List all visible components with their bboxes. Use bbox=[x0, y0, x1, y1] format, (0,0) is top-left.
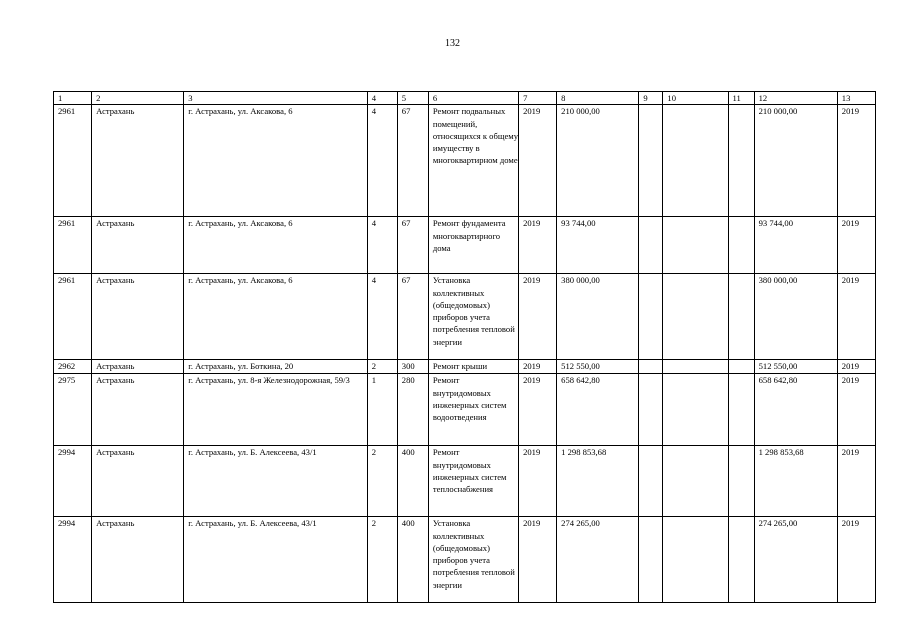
cell-number: 2994 bbox=[54, 446, 92, 517]
cell-number: 2994 bbox=[54, 517, 92, 603]
cell-col4: 2 bbox=[367, 517, 397, 603]
cell-col13: 2019 bbox=[837, 446, 875, 517]
cell-col5: 67 bbox=[397, 105, 428, 217]
cell-col10 bbox=[663, 105, 728, 217]
cell-col9 bbox=[639, 274, 663, 360]
cell-year: 2019 bbox=[519, 217, 557, 274]
cell-work-type: Установка коллективных (общедомовых) приборов учета потребления тепловой энергии bbox=[428, 274, 518, 360]
cell-city: Астрахань bbox=[92, 217, 184, 274]
cell-col9 bbox=[639, 517, 663, 603]
column-header: 1 bbox=[54, 92, 92, 105]
cell-city: Астрахань bbox=[92, 374, 184, 446]
column-header: 7 bbox=[519, 92, 557, 105]
cell-number: 2961 bbox=[54, 217, 92, 274]
cell-amount: 274 265,00 bbox=[557, 517, 639, 603]
cell-col12: 93 744,00 bbox=[754, 217, 837, 274]
cell-col12: 274 265,00 bbox=[754, 517, 837, 603]
cell-amount: 658 642,80 bbox=[557, 374, 639, 446]
cell-col13: 2019 bbox=[837, 274, 875, 360]
cell-col12: 210 000,00 bbox=[754, 105, 837, 217]
cell-col5: 400 bbox=[397, 446, 428, 517]
cell-amount: 380 000,00 bbox=[557, 274, 639, 360]
cell-year: 2019 bbox=[519, 105, 557, 217]
cell-col10 bbox=[663, 517, 728, 603]
cell-col5: 300 bbox=[397, 360, 428, 374]
cell-amount: 512 550,00 bbox=[557, 360, 639, 374]
cell-col4: 1 bbox=[367, 374, 397, 446]
cell-col10 bbox=[663, 374, 728, 446]
cell-col9 bbox=[639, 217, 663, 274]
cell-year: 2019 bbox=[519, 360, 557, 374]
cell-col12: 1 298 853,68 bbox=[754, 446, 837, 517]
cell-number: 2962 bbox=[54, 360, 92, 374]
cell-col11 bbox=[728, 274, 754, 360]
cell-work-type: Установка коллективных (общедомовых) приборов учета потребления тепловой энергии bbox=[428, 517, 518, 603]
cell-address: г. Астрахань, ул. Б. Алексеева, 43/1 bbox=[184, 517, 367, 603]
table-row bbox=[54, 446, 876, 517]
cell-col11 bbox=[728, 517, 754, 603]
cell-col12: 380 000,00 bbox=[754, 274, 837, 360]
table-row bbox=[54, 217, 876, 274]
header-row bbox=[54, 92, 876, 105]
cell-col5: 67 bbox=[397, 274, 428, 360]
cell-col13: 2019 bbox=[837, 360, 875, 374]
table-row bbox=[54, 274, 876, 360]
cell-year: 2019 bbox=[519, 374, 557, 446]
cell-col9 bbox=[639, 446, 663, 517]
cell-col9 bbox=[639, 105, 663, 217]
cell-col11 bbox=[728, 374, 754, 446]
cell-amount: 93 744,00 bbox=[557, 217, 639, 274]
column-header: 11 bbox=[728, 92, 754, 105]
cell-col4: 4 bbox=[367, 274, 397, 360]
cell-col12: 512 550,00 bbox=[754, 360, 837, 374]
cell-work-type: Ремонт внутридомовых инженерных систем водоотведения bbox=[428, 374, 518, 446]
table-row bbox=[54, 105, 876, 217]
cell-work-type: Ремонт внутридомовых инженерных систем теплоснабжения bbox=[428, 446, 518, 517]
cell-col13: 2019 bbox=[837, 105, 875, 217]
cell-amount: 1 298 853,68 bbox=[557, 446, 639, 517]
cell-col10 bbox=[663, 217, 728, 274]
cell-number: 2975 bbox=[54, 374, 92, 446]
cell-city: Астрахань bbox=[92, 274, 184, 360]
column-header: 4 bbox=[367, 92, 397, 105]
column-header: 8 bbox=[557, 92, 639, 105]
cell-col11 bbox=[728, 360, 754, 374]
column-header: 10 bbox=[663, 92, 728, 105]
table-row bbox=[54, 360, 876, 374]
cell-city: Астрахань bbox=[92, 517, 184, 603]
data-table bbox=[53, 91, 876, 603]
cell-address: г. Астрахань, ул. Б. Алексеева, 43/1 bbox=[184, 446, 367, 517]
cell-col4: 4 bbox=[367, 217, 397, 274]
cell-col10 bbox=[663, 360, 728, 374]
cell-address: г. Астрахань, ул. Аксакова, 6 bbox=[184, 217, 367, 274]
column-header: 3 bbox=[184, 92, 367, 105]
cell-work-type: Ремонт подвальных помещений, относящихся к общему имуществу в многоквартирном доме bbox=[428, 105, 518, 217]
column-header: 6 bbox=[428, 92, 518, 105]
cell-col4: 4 bbox=[367, 105, 397, 217]
cell-number: 2961 bbox=[54, 105, 92, 217]
cell-city: Астрахань bbox=[92, 105, 184, 217]
cell-col4: 2 bbox=[367, 360, 397, 374]
table-row bbox=[54, 374, 876, 446]
cell-col13: 2019 bbox=[837, 517, 875, 603]
cell-work-type: Ремонт крыши bbox=[428, 360, 518, 374]
cell-col13: 2019 bbox=[837, 374, 875, 446]
cell-col5: 280 bbox=[397, 374, 428, 446]
cell-col9 bbox=[639, 360, 663, 374]
cell-col11 bbox=[728, 217, 754, 274]
table-row bbox=[54, 517, 876, 603]
cell-number: 2961 bbox=[54, 274, 92, 360]
column-header: 13 bbox=[837, 92, 875, 105]
cell-col11 bbox=[728, 105, 754, 217]
cell-address: г. Астрахань, ул. Боткина, 20 bbox=[184, 360, 367, 374]
cell-work-type: Ремонт фундамента многоквартирного дома bbox=[428, 217, 518, 274]
cell-year: 2019 bbox=[519, 274, 557, 360]
cell-city: Астрахань bbox=[92, 360, 184, 374]
cell-year: 2019 bbox=[519, 446, 557, 517]
cell-col10 bbox=[663, 446, 728, 517]
cell-amount: 210 000,00 bbox=[557, 105, 639, 217]
cell-address: г. Астрахань, ул. 8-я Железнодорожная, 59/3 bbox=[184, 374, 367, 446]
page-number: 132 bbox=[445, 38, 460, 49]
cell-address: г. Астрахань, ул. Аксакова, 6 bbox=[184, 274, 367, 360]
cell-col11 bbox=[728, 446, 754, 517]
cell-col13: 2019 bbox=[837, 217, 875, 274]
column-header: 12 bbox=[754, 92, 837, 105]
cell-col9 bbox=[639, 374, 663, 446]
column-header: 2 bbox=[92, 92, 184, 105]
cell-col5: 400 bbox=[397, 517, 428, 603]
column-header: 9 bbox=[639, 92, 663, 105]
column-header: 5 bbox=[397, 92, 428, 105]
cell-col10 bbox=[663, 274, 728, 360]
cell-year: 2019 bbox=[519, 517, 557, 603]
cell-city: Астрахань bbox=[92, 446, 184, 517]
cell-col5: 67 bbox=[397, 217, 428, 274]
cell-col4: 2 bbox=[367, 446, 397, 517]
cell-col12: 658 642,80 bbox=[754, 374, 837, 446]
cell-address: г. Астрахань, ул. Аксакова, 6 bbox=[184, 105, 367, 217]
